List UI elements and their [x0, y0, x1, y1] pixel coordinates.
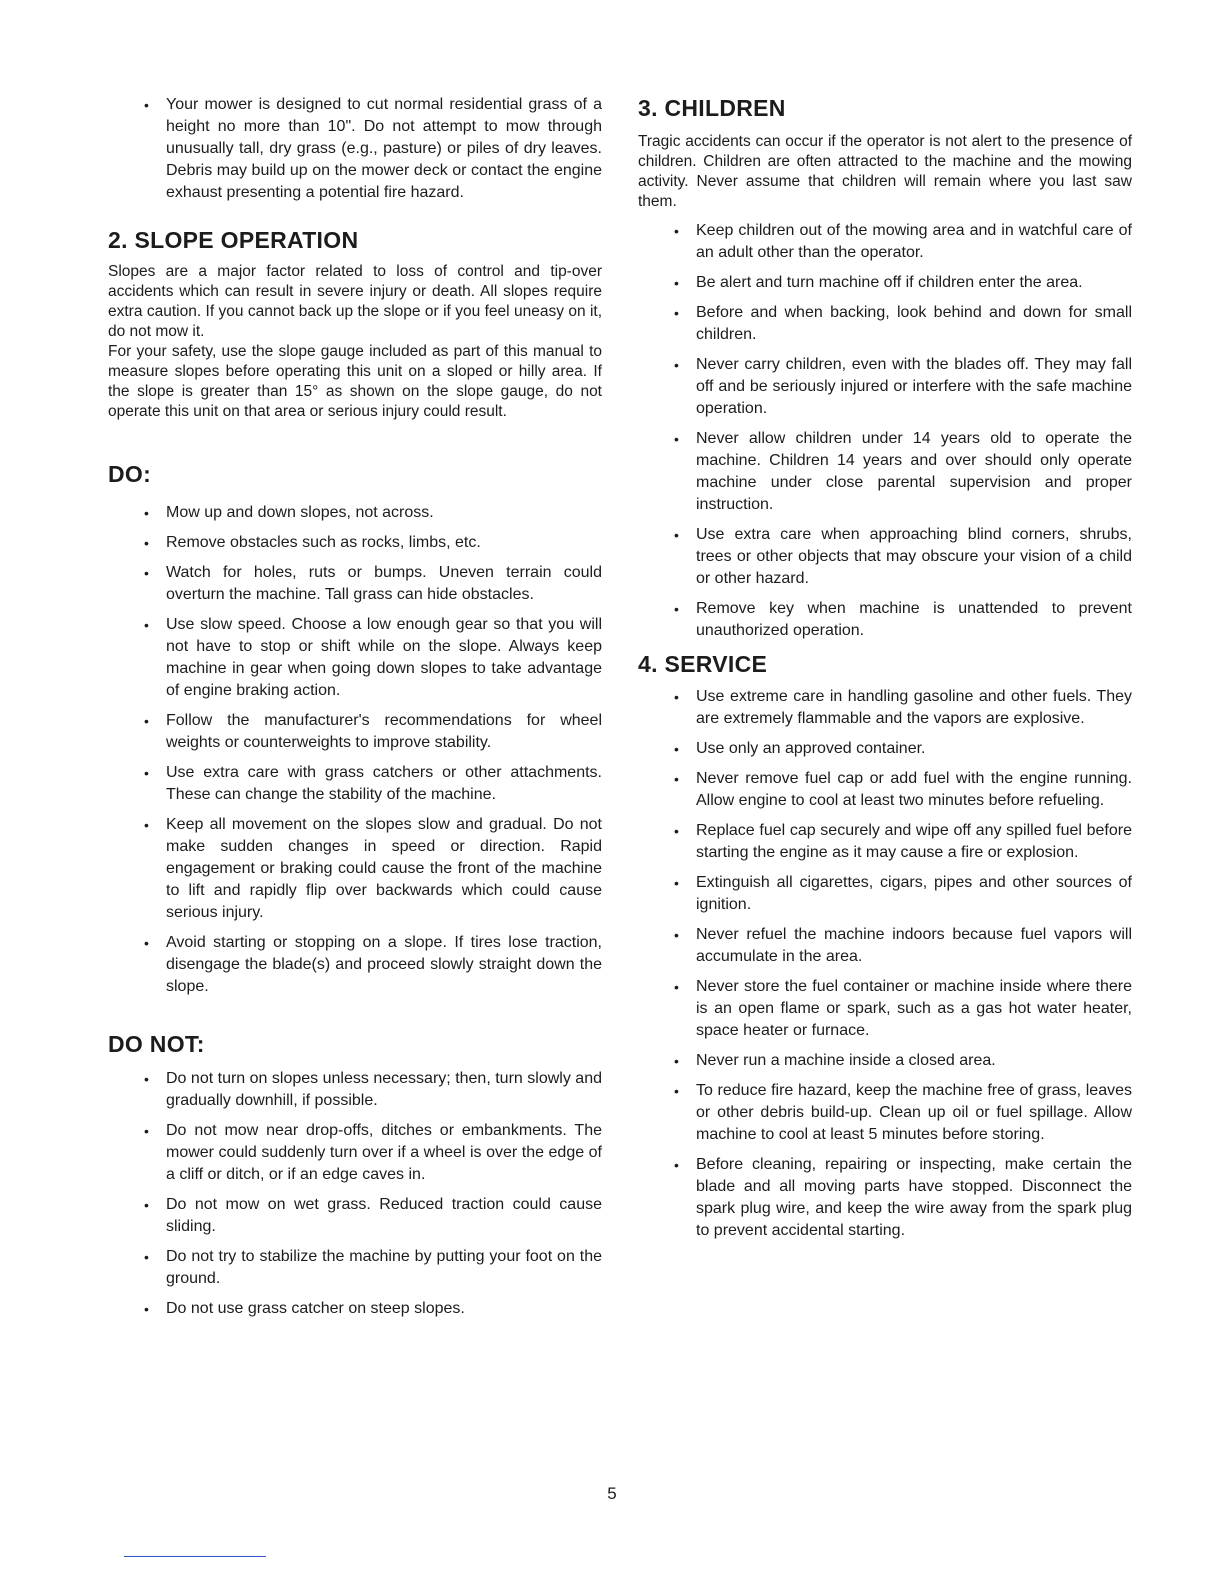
do-heading: DO: [108, 461, 152, 487]
slope-paragraph-2: For your safety, use the slope gauge included as part of this manual to measure slopes before operating this unit on a sloped or hilly area. If the slope is greater than 15° as shown on the slope gauge, do not operate this unit on that area or serious injury could result. [108, 343, 602, 420]
service-bullet: • Extinguish all cigarettes, cigars, pipes and other sources of ignition. [638, 872, 1132, 916]
slope-operation-heading: 2. SLOPE OPERATION [108, 227, 359, 253]
service-bullet: • Never refuel the machine indoors because fuel vapors will accumulate in the area. [638, 924, 1132, 968]
service-bullet: • To reduce fire hazard, keep the machine free of grass, leaves or other debris build-up. Clean up oil or fuel spillage. Allow machine to cool at least 5 minutes before storing. [638, 1080, 1132, 1146]
do-bullet: • Remove obstacles such as rocks, limbs, etc. [108, 532, 602, 554]
service-bullet: • Never store the fuel container or machine inside where there is an open flame or spark, such as a gas hot water heater, space heater or furnace. [638, 976, 1132, 1042]
do-bullet: • Follow the manufacturer's recommendations for wheel weights or counterweights to improve stability. [108, 710, 602, 754]
do-not-bullet: • Do not mow on wet grass. Reduced traction could cause sliding. [108, 1194, 602, 1238]
intro-bullet: • Your mower is designed to cut normal residential grass of a height no more than 10". Do not attempt to mow through unusually tall, dry grass (e.g., pasture) or piles of dry leaves. Debris may build up on the mower deck or contact the engine exhaust presenting a potential fire hazard. [108, 94, 602, 204]
children-bullet: • Before and when backing, look behind and down for small children. [638, 302, 1132, 346]
children-list [638, 220, 1132, 642]
service-bullet: • Use only an approved container. [638, 738, 1132, 760]
service-bullet: • Use extreme care in handling gasoline and other fuels. They are extremely flammable and the vapors are explosive. [638, 686, 1132, 730]
do-not-heading: DO NOT: [108, 1031, 205, 1057]
children-paragraph: Tragic accidents can occur if the operator is not alert to the presence of children. Children are often attracted to the machine and the mowing activity. Never assume that children will remain where you last saw them. [638, 133, 1132, 210]
do-bullet: • Keep all movement on the slopes slow and gradual. Do not make sudden changes in speed or direction. Rapid engagement or braking could cause the front of the machine to lift and rapidly flip over backwards which could cause serious injury. [108, 814, 602, 924]
children-bullet: • Never carry children, even with the blades off. They may fall off and be seriously injured or interfere with the safe machine operation. [638, 354, 1132, 420]
do-bullet: • Mow up and down slopes, not across. [108, 502, 602, 524]
service-bullet: • Never remove fuel cap or add fuel with the engine running. Allow engine to cool at least two minutes before refueling. [638, 768, 1132, 812]
do-list [108, 502, 602, 998]
children-bullet: • Keep children out of the mowing area and in watchful care of an adult other than the operator. [638, 220, 1132, 264]
children-bullet: • Remove key when machine is unattended to prevent unauthorized operation. [638, 598, 1132, 642]
children-bullet: • Use extra care when approaching blind corners, shrubs, trees or other objects that may obscure your vision of a child or other hazard. [638, 524, 1132, 590]
slope-paragraph-1: Slopes are a major factor related to loss of control and tip-over accidents which can result in severe injury or death. All slopes require extra caution. If you cannot back up the slope or if you feel uneasy on it, do not mow it. [108, 263, 602, 340]
do-bullet: • Avoid starting or stopping on a slope. If tires lose traction, disengage the blade(s) and proceed slowly straight down the slope. [108, 932, 602, 998]
do-not-list [108, 1068, 602, 1320]
service-bullet: • Never run a machine inside a closed area. [638, 1050, 1132, 1072]
children-bullet: • Never allow children under 14 years old to operate the machine. Children 14 years and over should only operate machine under close parental supervision and proper instruction. [638, 428, 1132, 516]
do-bullet: • Watch for holes, ruts or bumps. Uneven terrain could overturn the machine. Tall grass can hide obstacles. [108, 562, 602, 606]
page-number: 5 [607, 1484, 617, 1503]
right-column [638, 94, 1132, 1250]
children-bullet: • Be alert and turn machine off if children enter the area. [638, 272, 1132, 294]
intro-list [108, 94, 602, 204]
do-not-bullet: • Do not mow near drop-offs, ditches or embankments. The mower could suddenly turn over if a wheel is over the edge of a cliff or ditch, or if an edge caves in. [108, 1120, 602, 1186]
do-bullet: • Use slow speed. Choose a low enough gear so that you will not have to stop or shift while on the slope. Always keep machine in gear when going down slopes to take advantage of engine braking action. [108, 614, 602, 702]
service-bullet: • Before cleaning, repairing or inspecting, make certain the blade and all moving parts have stopped. Disconnect the spark plug wire, and keep the wire away from the spark plug to prevent accidental starting. [638, 1154, 1132, 1242]
children-heading: 3. CHILDREN [638, 95, 786, 121]
do-not-bullet: • Do not try to stabilize the machine by putting your foot on the ground. [108, 1246, 602, 1290]
do-not-bullet: • Do not use grass catcher on steep slopes. [108, 1298, 602, 1320]
footer-rule [124, 1556, 266, 1557]
do-bullet: • Use extra care with grass catchers or other attachments. These can change the stability of the machine. [108, 762, 602, 806]
do-not-bullet: • Do not turn on slopes unless necessary; then, turn slowly and gradually downhill, if possible. [108, 1068, 602, 1112]
service-bullet: • Replace fuel cap securely and wipe off any spilled fuel before starting the engine as it may cause a fire or explosion. [638, 820, 1132, 864]
service-heading: 4. SERVICE [638, 651, 768, 677]
service-list [638, 686, 1132, 1242]
left-column [108, 94, 602, 1328]
